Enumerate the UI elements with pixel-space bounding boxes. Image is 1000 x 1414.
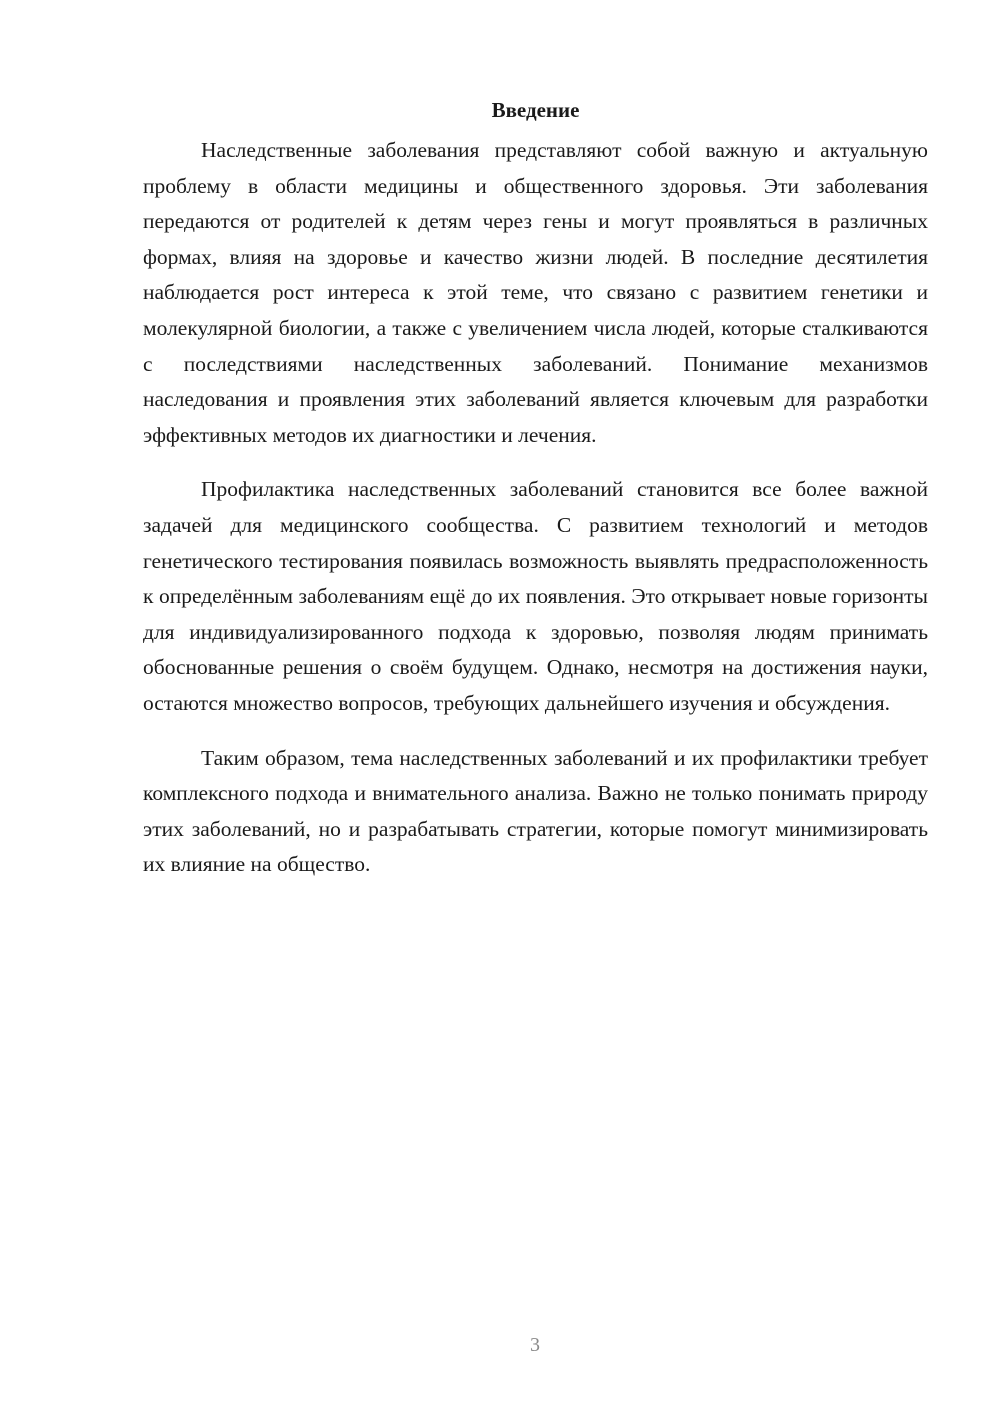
paragraph-1: Наследственные заболевания представляют собой важную и актуальную проблему в области медицины и общественного здоровья. Эти заболевания передаются от родителей к детям через гены и могут проявляться в различных формах, влияя на здоровье и качество жизни людей. В последние десятилетия наблюдается рост интереса к этой теме, что связано с развитием генетики и молекулярной биологии, а также с увеличением числа людей, которые сталкиваются с последствиями наследственных заболеваний. Понимание механизмов наследования и проявления этих заболеваний является ключевым для разработки эффективных методов их диагностики и лечения.	[143, 138, 928, 447]
page-content	[143, 95, 928, 902]
section-title: Введение	[491, 98, 580, 122]
paragraph-2: Профилактика наследственных заболеваний становится все более важной задачей для медицинского сообщества. С развитием технологий и методов генетического тестирования появилась возможность выявлять предрасположенность к определённым заболеваниям ещё до их появления. Это открывает новые горизонты для индивидуализированного подхода к здоровью, позволяя людям принимать обоснованные решения о своём будущем. Однако, несмотря на достижения науки, остаются множество вопросов, требующих дальнейшего изучения и обсуждения.	[143, 477, 928, 715]
page-number: 3	[530, 1334, 540, 1356]
paragraph-3: Таким образом, тема наследственных заболеваний и их профилактики требует комплексного подхода и внимательного анализа. Важно не только понимать природу этих заболеваний, но и разрабатывать стратегии, которые помогут минимизировать их влияние на общество.	[143, 745, 928, 877]
